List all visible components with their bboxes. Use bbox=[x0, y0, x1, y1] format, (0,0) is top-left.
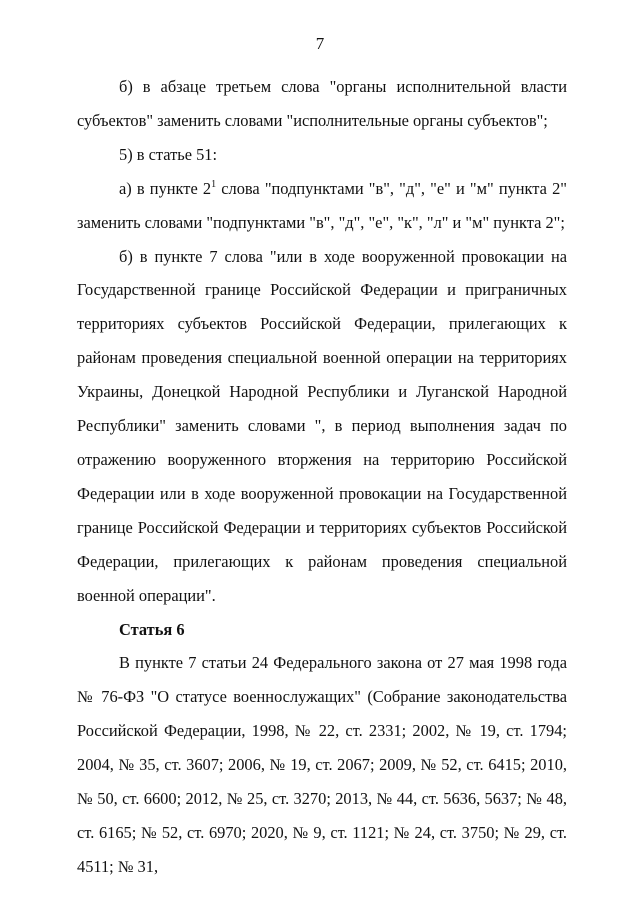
superscript-marker: 1 bbox=[211, 178, 217, 190]
page-number: 7 bbox=[315, 34, 325, 53]
paragraph-point-2-1-rest: слова "подпунктами "в", "д", "е" и "м" пункта 2" заменить словами "подпунктами "в", "д", "е", "к", "л" и "м" пункта 2"; bbox=[77, 178, 567, 232]
article-heading: Статья 6 bbox=[119, 619, 185, 639]
document-body bbox=[77, 70, 567, 884]
paragraph-article-6-text: В пункте 7 статьи 24 Федерального закона от 27 мая 1998 года № 76-ФЗ "О статусе военнослужащих" (Собрание законодательства Российской Федерации, 1998, № 22, ст. 2331; 2002, № 19, ст. 1794; 2004, № 35, ст. 3607; 2006, № 19, ст. 2067; 2009, № 52, ст. 6415; 2010, № 50, ст. 6600; 2012, № 25, ст. 3270; 2013, № 44, ст. 5636, 5637; № 48, ст. 6165; № 52, ст. 6970; 2020, № 9, ст. 1121; № 24, ст. 3750; № 29, ст. 4511; № 31, bbox=[77, 653, 567, 876]
paragraph-article-51: 5) в статье 51: bbox=[119, 144, 218, 164]
paragraph-point-2-1 bbox=[77, 172, 567, 240]
paragraph-amend-abzac: б) в абзаце третьем слова "органы исполнительной власти субъектов" заменить словами "исполнительные органы субъектов"; bbox=[77, 77, 567, 130]
paragraph-point-7: б) в пункте 7 слова "или в ходе вооруженной провокации на Государственной границе Российской Федерации и приграничных территориях субъектов Российской Федерации, прилегающих к районам проведения специальной военной операции на территориях Украины, Донецкой Народной Республики и Луганской Народной Республики" заменить словами ", в период выполнения задач по отражению вооруженного вторжения на территорию Российской Федерации или в ходе вооруженной провокации на Государственной границе Российской Федерации и территориях субъектов Российской Федерации, прилегающих к районам проведения специальной военной операции". bbox=[77, 246, 567, 605]
paragraph-point-2-1-start: а) в пункте 2 bbox=[119, 178, 212, 198]
